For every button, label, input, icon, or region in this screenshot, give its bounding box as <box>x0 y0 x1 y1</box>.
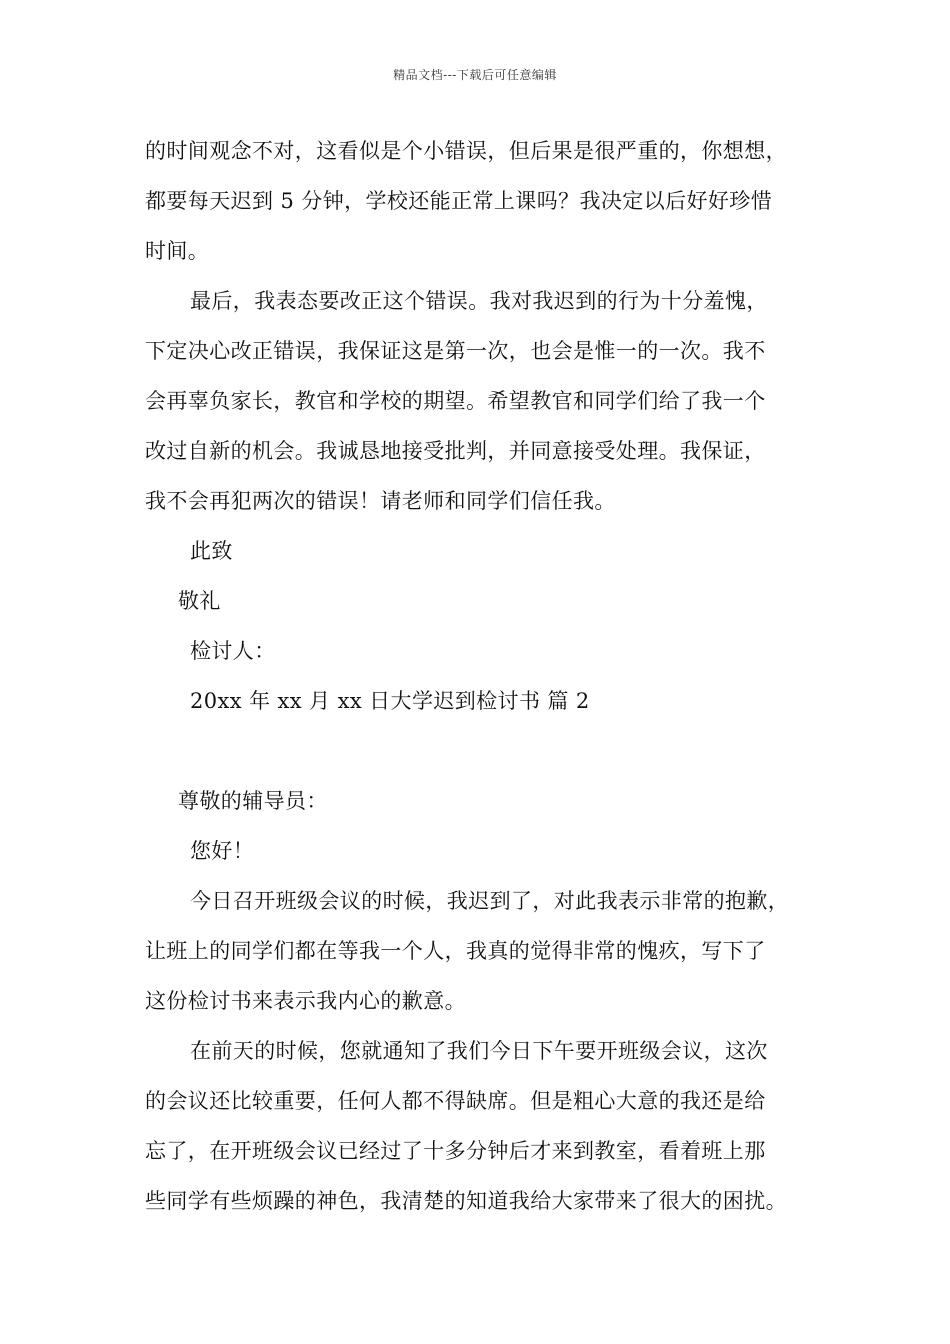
text-line: 让班上的同学们都在等我一个人，我真的觉得非常的愧疚，写下了 <box>145 939 766 963</box>
text-line: 时间。 <box>145 239 210 263</box>
paragraph-first-line: 最后，我表态要改正这个错误。我对我迟到的行为十分羞愧， <box>190 289 768 313</box>
text-line: 的时间观念不对，这看似是个小错误，但后果是很严重的，你想想， <box>145 139 787 163</box>
paragraph-first-line: 在前天的时候，您就通知了我们今日下午要开班级会议，这次 <box>190 1039 768 1063</box>
letter-greeting: 尊敬的辅导员： <box>178 789 328 813</box>
text-line: 下定决心改正错误，我保证这是第一次，也会是惟一的一次。我不 <box>145 339 766 363</box>
text-line: 些同学有些烦躁的神色，我清楚的知道我给大家带来了很大的困扰。 <box>145 1189 787 1213</box>
text-line: 都要每天迟到 5 分钟，学校还能正常上课吗？我决定以后好好珍惜 <box>145 189 773 213</box>
signature-label: 检讨人： <box>190 639 276 663</box>
text-line: 这份检讨书来表示我内心的歉意。 <box>145 989 466 1013</box>
paragraph-first-line: 今日召开班级会议的时候，我迟到了，对此我表示非常的抱歉， <box>190 889 790 913</box>
letter-hello: 您好！ <box>190 839 255 863</box>
closing-regards: 敬礼 <box>178 589 221 613</box>
text-line: 会再辜负家长，教官和学校的期望。希望教官和同学们给了我一个 <box>145 389 766 413</box>
text-line: 忘了，在开班级会议已经过了十多分钟后才来到教室，看着班上那 <box>145 1139 766 1163</box>
text-line: 改过自新的机会。我诚恳地接受批判，并同意接受处理。我保证， <box>145 439 766 463</box>
text-line: 我不会再犯两次的错误！请老师和同学们信任我。 <box>145 489 616 513</box>
closing-salutation: 此致 <box>190 539 233 563</box>
date-and-section-title: 20xx 年 xx 月 xx 日大学迟到检讨书 篇 2 <box>190 689 590 713</box>
page-header: 精品文档---下载后可任意编辑 <box>393 68 557 82</box>
text-line: 的会议还比较重要，任何人都不得缺席。但是粗心大意的我还是给 <box>145 1089 766 1113</box>
